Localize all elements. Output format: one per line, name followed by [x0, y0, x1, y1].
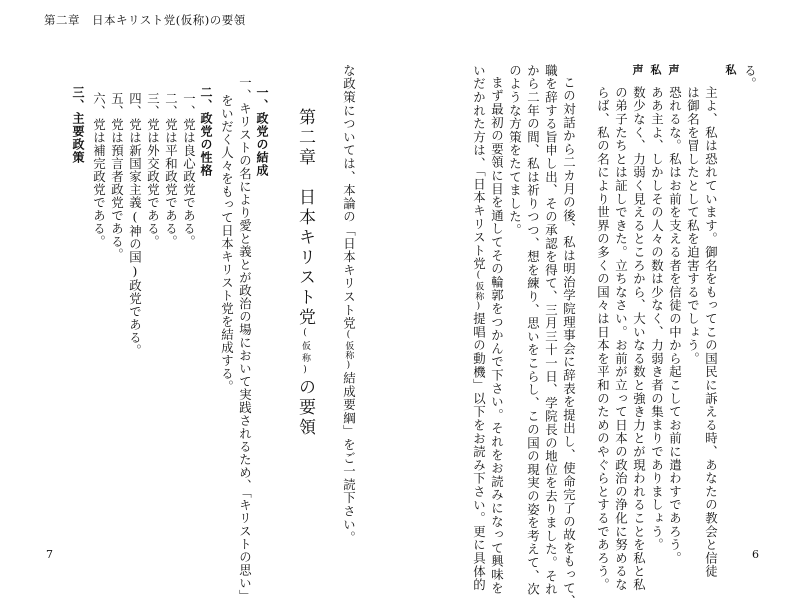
- text-column: から二年の間、私は祈りつつ、想を練り、思いをこらし、この国の現実の姿を考えて、次: [525, 64, 541, 596]
- list-item: 六、党は補完政党である。: [91, 92, 107, 248]
- text-column: 主よ、私は恐れています。御名をもってこの国民に訴える時、あなたの教会と信徒: [703, 86, 719, 579]
- page-number-left: 7: [46, 548, 53, 561]
- text-column: の弟子たちとは証しできた。立ちなさい。お前が立って日本の政治の浄化に努めるな: [613, 86, 629, 592]
- text-column: 数少なく、力弱く見えるところから、大いなる数と強き力とが現われることを私と私: [631, 86, 647, 592]
- list-item: 一、キリストの名により愛と義とが政治の場において実践されるため、「キリストの思い」: [237, 76, 253, 603]
- speaker-label: 私: [724, 64, 737, 76]
- list-item: 二、党は平和政党である。: [163, 92, 179, 248]
- text-column: この対話から二カ月の後、私は明治学院理事会に辞表を提出し、使命完了の故をもって、: [561, 76, 577, 608]
- text-column: は御名を冒したとして私を迫害するでしょう。: [685, 86, 701, 366]
- list-item: 一、党は良心政党である。: [181, 92, 197, 248]
- section-heading: 二、政党の性格: [199, 86, 213, 177]
- text-column: いだかれた方は、「日本キリスト党(仮称)提唱の動機」以下をお読み下さい。更に具体的: [471, 64, 487, 592]
- text-column: な政策については、本論の「日本キリスト党(仮称)結成要綱」をご一読下さい。: [341, 64, 357, 545]
- text-column: 職を辞する旨申し出、その承認を得て、三月三十一日、学院長の地位を去りました。それ: [543, 64, 559, 596]
- text-column: まず最初の要領に目を通してその輪郭をつかんで下さい。それをお読みになって興味を: [489, 76, 505, 595]
- text-column: らば、私の名により世界の多くの国々は日本を平和のためのやぐらとするであろう。: [595, 86, 611, 592]
- speaker-label: 私: [649, 64, 662, 76]
- section-heading: 一、政党の結成: [255, 86, 269, 177]
- list-item: 五、党は預言者政党である。: [109, 92, 125, 261]
- chapter-title: 第二章 日本キリスト党(仮称)の要領: [295, 108, 315, 438]
- text-column: のような方策をたてました。: [507, 64, 523, 237]
- list-item: をいだく人々をもって日本キリスト党を結成する。: [219, 94, 235, 393]
- list-item: 四、党は新国家主義(神の国)政党である。: [127, 92, 143, 358]
- page-header: 第二章 日本キリスト党(仮称)の要領: [44, 13, 246, 27]
- text-column: ああ主よ、しかしその人々の数は少なく、力弱き者の集まりでありましょう。: [649, 86, 665, 552]
- text-column: 恐れるな。私はお前を支える者を信徒の中から起こしてお前に遣わすであろう。: [667, 86, 683, 565]
- speaker-label: 声: [631, 64, 644, 76]
- speaker-label: 声: [667, 64, 680, 76]
- section-heading: 三、主要政策: [71, 86, 85, 164]
- list-item: 三、党は外交政党である。: [145, 92, 161, 248]
- text-column: る。: [742, 64, 758, 91]
- page-number-right: 6: [752, 548, 759, 561]
